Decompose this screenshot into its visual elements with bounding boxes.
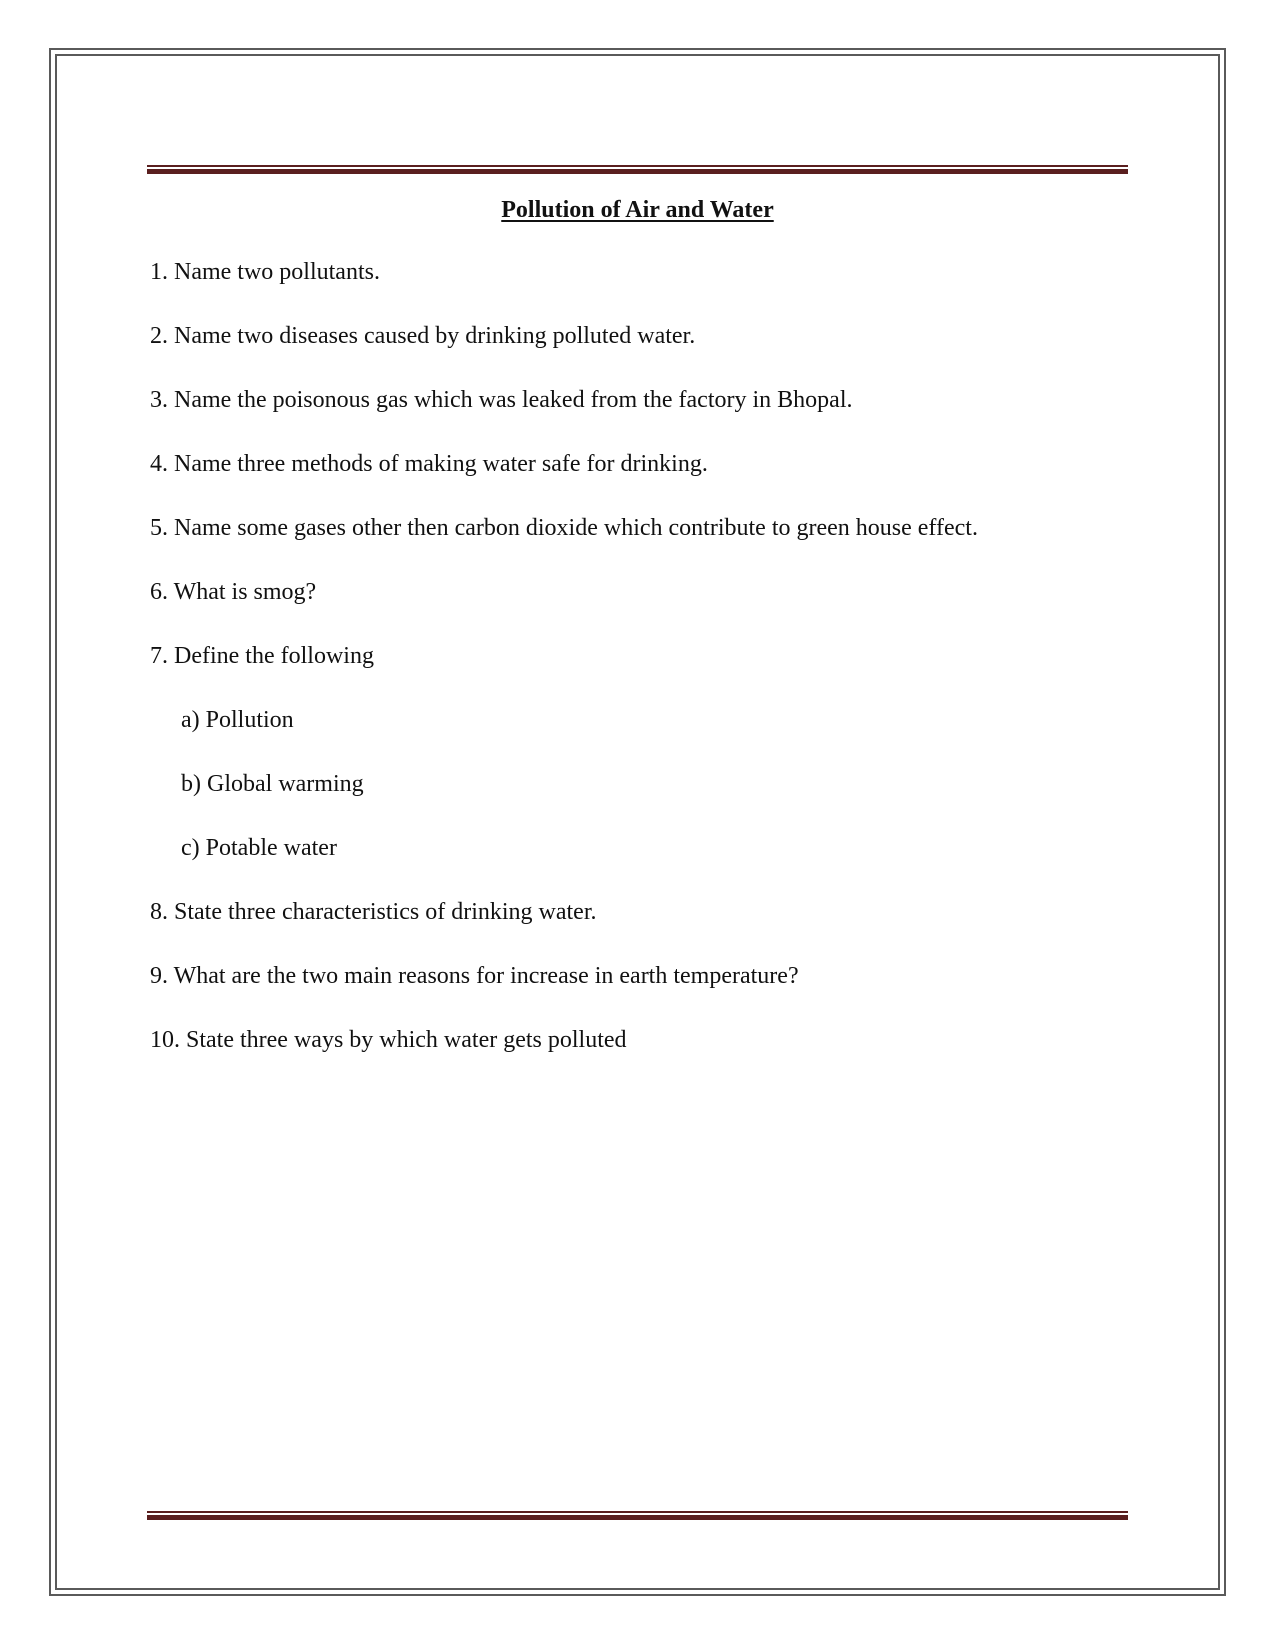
question-7-part-a: a) Pollution xyxy=(181,707,294,733)
footer-rule-thin-line xyxy=(147,1511,1128,1513)
question-6: 6. What is smog? xyxy=(150,579,317,605)
question-7: 7. Define the following xyxy=(150,643,374,669)
footer-rule xyxy=(147,1511,1128,1520)
header-rule xyxy=(147,165,1128,174)
question-7-part-c: c) Potable water xyxy=(181,835,337,861)
question-7-part-b: b) Global warming xyxy=(181,771,364,797)
question-8: 8. State three characteristics of drinking water. xyxy=(150,899,597,925)
page-title: Pollution of Air and Water xyxy=(501,197,774,223)
header-rule-thick-line xyxy=(147,169,1128,174)
question-1: 1. Name two pollutants. xyxy=(150,259,380,285)
question-list xyxy=(150,256,1110,1088)
question-5: 5. Name some gases other then carbon dioxide which contribute to green house effect. xyxy=(150,515,978,541)
question-3: 3. Name the poisonous gas which was leaked from the factory in Bhopal. xyxy=(150,387,853,413)
question-10: 10. State three ways by which water gets polluted xyxy=(150,1027,627,1053)
footer-rule-thick-line xyxy=(147,1515,1128,1520)
question-9: 9. What are the two main reasons for increase in earth temperature? xyxy=(150,963,799,989)
header-rule-thin-line xyxy=(147,165,1128,167)
question-2: 2. Name two diseases caused by drinking polluted water. xyxy=(150,323,696,349)
question-4: 4. Name three methods of making water safe for drinking. xyxy=(150,451,708,477)
